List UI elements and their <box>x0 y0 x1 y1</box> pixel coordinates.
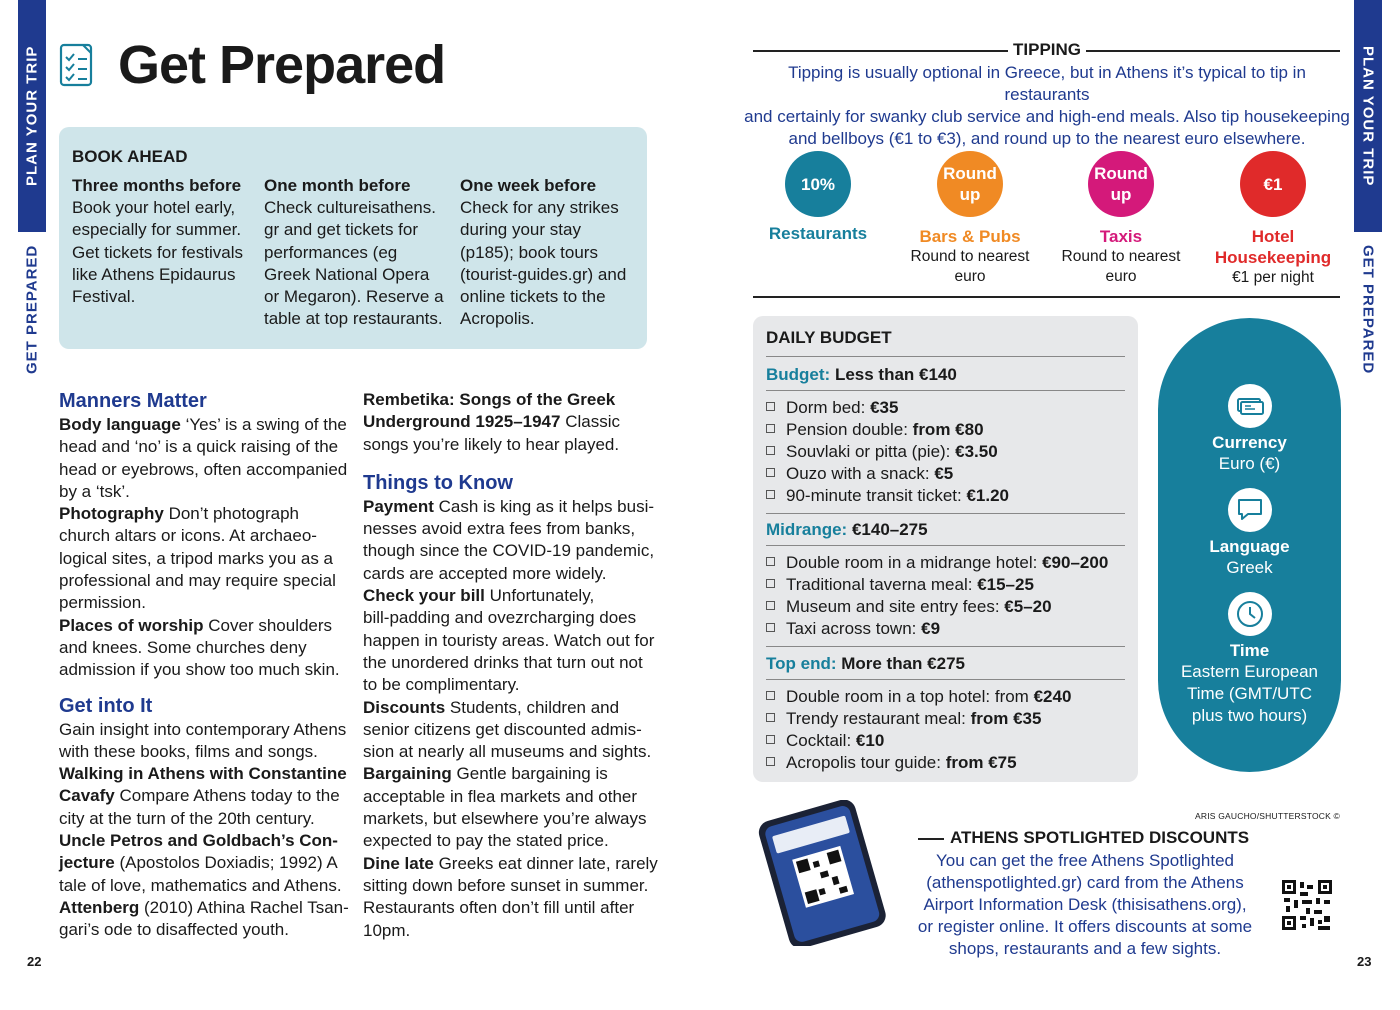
intro-line: Gain insight into contemporary Athens <box>59 719 347 739</box>
entry-text: markets, but elsewhere you’re always <box>363 809 647 829</box>
budget-item-value: €15–25 <box>977 575 1034 594</box>
budget-item-value: €90–200 <box>1042 553 1109 572</box>
entry-text: Restaurants often don’t fill until after <box>363 898 635 918</box>
tip-sub: €1 per night <box>1232 269 1314 286</box>
banknotes-icon <box>1228 384 1272 428</box>
entry-term: Discounts <box>363 697 446 717</box>
left-column-1 <box>59 388 349 942</box>
book-ahead-line: online tickets to the <box>460 287 606 307</box>
entry-term: Places of worship <box>59 615 204 635</box>
budget-item <box>766 752 1125 774</box>
checkbox-icon <box>766 735 775 744</box>
text-entry <box>363 389 653 456</box>
discounts-line: (athenspotlighted.gr) card from the Athens <box>926 873 1244 892</box>
text-entry <box>59 897 349 942</box>
checkbox-icon <box>766 713 775 722</box>
side-tab-label: PLAN YOUR TRIP <box>1359 45 1377 187</box>
fact-value: plus two hours) <box>1191 706 1308 725</box>
book-ahead-line: Get tickets for festivals <box>72 242 243 262</box>
checkbox-icon <box>766 757 775 766</box>
tipping-rule-left <box>753 50 1008 52</box>
entry-text: sitting down before sunset in summer. <box>363 875 649 895</box>
budget-item-value: €1.20 <box>966 486 1010 505</box>
book-ahead-line: performances (eg <box>264 242 398 262</box>
entry-term: Body language <box>59 415 181 434</box>
entry-text: though since the COVID-19 pandemic, <box>363 541 655 561</box>
text-entry <box>59 763 349 830</box>
tier-name: Budget: <box>766 365 831 384</box>
book-ahead-line: table at top restaurants. <box>264 309 443 329</box>
entry-text: professional and may require special <box>59 571 336 591</box>
tipping-line: and certainly for swanky club service and high-end meals. Also tip housekeeping <box>744 107 1350 126</box>
checkbox-icon <box>766 468 775 477</box>
entry-text: Compare Athens today to the <box>114 786 340 806</box>
entry-text: Don’t photograph <box>163 504 299 524</box>
get-into-it-heading: Get into It <box>59 694 153 717</box>
tip-item-text <box>1041 226 1201 287</box>
text-entry <box>59 615 349 682</box>
tipping-bottom-rule <box>753 296 1340 298</box>
tip-item-text <box>890 226 1050 287</box>
book-ahead-line: Greek National Opera <box>264 264 430 284</box>
book-ahead-column-title: One month before <box>264 176 411 195</box>
intro-line: with these books, films and songs. <box>59 741 318 761</box>
book-ahead-column <box>264 175 454 330</box>
budget-item-label: Museum and site entry fees: <box>786 597 1005 616</box>
budget-item <box>766 730 1125 752</box>
fact-item <box>1158 592 1341 727</box>
tipping-line: and bellboys (€1 to €3), and round up to the nearest euro elsewhere. <box>788 129 1306 148</box>
side-tab-label: PLAN YOUR TRIP <box>23 45 41 187</box>
entry-text: 10pm. <box>363 920 411 940</box>
tip-sub: Round to nearest <box>1061 248 1181 265</box>
tipping-line: Tipping is usually optional in Greece, but in Athens it’s typical to tip in restaurants <box>788 63 1306 104</box>
budget-item-label: Traditional taverna meal: <box>786 575 978 594</box>
budget-item <box>766 686 1125 708</box>
tip-circle <box>1088 151 1154 217</box>
discounts-line: shops, restaurants and a few sights. <box>948 939 1222 958</box>
entry-text: Gentle bargaining is <box>451 764 608 784</box>
checkbox-icon <box>766 446 775 455</box>
budget-item-value: €5–20 <box>1004 597 1052 616</box>
entry-term: Dine late <box>363 853 434 873</box>
budget-item <box>766 463 1125 485</box>
clock-icon <box>1228 592 1272 636</box>
budget-item-label: Taxi across town: <box>786 619 922 638</box>
discounts-line: Airport Information Desk (thisisathens.org), <box>923 895 1247 914</box>
entry-text: and knees. Some churches deny <box>59 637 307 657</box>
book-ahead-line: gr and get tickets for <box>264 220 419 240</box>
budget-item-value: €5 <box>934 464 954 483</box>
page-number-left: 22 <box>27 954 42 969</box>
budget-item <box>766 708 1125 730</box>
entry-title: Cavafy <box>59 786 115 806</box>
text-entry <box>363 496 653 585</box>
book-ahead-column <box>460 175 650 330</box>
tip-label: Hotel <box>1251 227 1295 246</box>
tier-name: Midrange: <box>766 520 848 539</box>
entry-text: Cash is king as it helps busi- <box>433 496 655 516</box>
entry-text: Greeks eat dinner late, rarely <box>433 853 658 873</box>
fact-item <box>1158 488 1341 579</box>
entry-text: sion at nearly all museums and sights. <box>363 742 652 762</box>
entry-text: to be complimentary. <box>363 675 520 695</box>
side-tab-plan-right <box>1354 0 1382 232</box>
budget-tier <box>766 653 1125 774</box>
side-tab-section-left: GET PREPARED <box>23 244 41 375</box>
tipping-heading: TIPPING <box>1013 40 1082 59</box>
tier-name: Top end: <box>766 654 837 673</box>
book-ahead-line: Check cultureisathens. <box>264 198 436 218</box>
fact-item <box>1158 384 1341 475</box>
daily-budget-box <box>753 316 1138 782</box>
budget-item <box>766 397 1125 419</box>
tip-item-text <box>1193 226 1353 288</box>
book-ahead-line: or Megaron). Reserve a <box>264 287 444 307</box>
budget-item <box>766 596 1125 618</box>
tip-item-text <box>738 223 898 244</box>
daily-budget-heading: DAILY BUDGET <box>766 328 892 347</box>
book-ahead-line: Festival. <box>72 287 136 307</box>
discounts-heading: ATHENS SPOTLIGHTED DISCOUNTS <box>950 828 1250 847</box>
budget-item-label: Dorm bed: <box>786 398 871 417</box>
tip-circle <box>937 151 1003 217</box>
book-ahead-column-title: Three months before <box>72 176 242 195</box>
entry-text: (Apostolos Doxiadis; 1992) A <box>114 853 338 873</box>
fact-value: Time (GMT/UTC <box>1187 684 1312 703</box>
entry-text: Students, children and <box>445 697 620 717</box>
tipping-text <box>744 62 1350 150</box>
budget-item <box>766 485 1125 507</box>
page-number-right: 23 <box>1357 954 1372 969</box>
tier-rule <box>766 646 1125 647</box>
budget-item-label: Pension double: <box>786 420 913 439</box>
entry-text: the unordered drinks that turn out not <box>363 652 643 672</box>
photo-credit: ARIS GAUCHO/SHUTTERSTOCK © <box>1195 811 1340 821</box>
book-ahead-line: Acropolis. <box>460 309 535 329</box>
entry-term: Bargaining <box>363 764 452 784</box>
fact-value: Euro (€) <box>1218 454 1281 473</box>
budget-item-value: €3.50 <box>955 442 998 461</box>
book-ahead-line: during your stay <box>460 220 581 240</box>
entry-text: ‘Yes’ is a swing of the <box>180 415 347 434</box>
discounts-text <box>910 850 1260 960</box>
book-ahead-line: (tourist-guides.gr) and <box>460 264 627 284</box>
checkbox-icon <box>766 424 775 433</box>
things-to-know-heading: Things to Know <box>363 471 513 494</box>
tip-circle-text: 10% <box>800 174 836 194</box>
budget-item-value: €35 <box>870 398 899 417</box>
entry-text: bill-padding and ovezrcharging does <box>363 608 637 628</box>
checkbox-icon <box>766 402 775 411</box>
budget-item-label: 90-minute transit ticket: <box>786 486 967 505</box>
checkbox-icon <box>766 623 775 632</box>
tip-sub: euro <box>954 268 986 285</box>
tip-label: Housekeeping <box>1214 248 1332 267</box>
book-ahead-column-title: One week before <box>460 176 597 195</box>
checkbox-icon <box>766 601 775 610</box>
entry-text: happen in touristy areas. Watch out for <box>363 630 655 650</box>
entry-title: Walking in Athens with Constantine <box>59 764 347 784</box>
entry-text: acceptable in flea markets and other <box>363 786 638 806</box>
budget-tier <box>766 519 1125 647</box>
entry-text: tale of love, mathematics and Athens. <box>59 875 342 895</box>
tip-circle <box>1240 151 1306 217</box>
text-entry <box>59 830 349 897</box>
budget-item <box>766 441 1125 463</box>
tip-circle-text: up <box>1110 185 1132 204</box>
checkbox-icon <box>766 490 775 499</box>
text-entry <box>363 853 658 942</box>
entry-text: head and ‘no’ is a quick raising of the <box>59 437 339 457</box>
phone-image <box>742 800 902 946</box>
budget-tier <box>766 364 1125 514</box>
entry-text: by a ‘tsk’. <box>59 481 130 501</box>
entry-term: Photography <box>59 504 164 524</box>
fact-label: Currency <box>1212 433 1287 452</box>
tier-rule <box>766 513 1125 514</box>
book-ahead-line: like Athens Epidaurus <box>72 264 236 284</box>
entry-text: Classic <box>560 412 620 432</box>
budget-item-value: from €35 <box>970 709 1042 728</box>
entry-text: Cover shoulders <box>203 615 333 635</box>
checkbox-icon <box>766 579 775 588</box>
budget-rule <box>766 356 1125 357</box>
tier-range: €140–275 <box>847 520 928 539</box>
tip-circle-text: up <box>959 185 981 204</box>
left-column-2 <box>363 389 658 942</box>
tier-range: Less than €140 <box>830 365 957 384</box>
budget-item-label: Cocktail: <box>786 731 856 750</box>
tip-label: Taxis <box>1099 227 1143 246</box>
budget-item-value: €240 <box>1033 687 1072 706</box>
discounts-line: or register online. It offers discounts at some <box>917 917 1253 936</box>
entry-text: city at the turn of the 20th century. <box>59 808 315 828</box>
tier-range: More than €275 <box>836 654 965 673</box>
speech-bubble-icon <box>1228 488 1272 532</box>
book-ahead-line: (p185); book tours <box>460 242 598 262</box>
entry-title: Uncle Petros and Goldbach’s Con- <box>59 831 338 851</box>
entry-text: admission if you show too much skin. <box>59 660 340 680</box>
side-tab-plan-left <box>18 0 46 232</box>
book-ahead-column <box>72 175 262 308</box>
checklist-icon <box>59 43 99 89</box>
budget-item-label: Double room in a top hotel: from <box>786 687 1034 706</box>
text-entry <box>363 697 653 764</box>
tip-circle-text: Round <box>1094 164 1148 183</box>
tier-rule <box>766 545 1125 546</box>
budget-item-label: Souvlaki or pitta (pie): <box>786 442 956 461</box>
fact-label: Time <box>1229 641 1270 660</box>
budget-item <box>766 552 1125 574</box>
book-ahead-line: especially for summer. <box>72 220 242 240</box>
tipping-rule-right <box>1086 50 1340 52</box>
budget-item <box>766 618 1125 640</box>
budget-item-label: Double room in a midrange hotel: <box>786 553 1043 572</box>
entry-text: Unfortunately, <box>484 586 595 606</box>
budget-item-value: from €75 <box>945 753 1017 772</box>
tip-circle-text: Round <box>943 164 997 183</box>
manners-heading: Manners Matter <box>59 390 207 412</box>
entry-text: gari’s ode to disaffected youth. <box>59 920 289 940</box>
tip-circle <box>785 151 851 217</box>
book-ahead-line: Book your hotel early, <box>72 198 236 218</box>
tip-sub: euro <box>1105 268 1137 285</box>
entry-text: senior citizens get discounted admis- <box>363 719 642 739</box>
tip-circle-text: €1 <box>1263 174 1283 194</box>
budget-item <box>766 574 1125 596</box>
checkbox-icon <box>766 691 775 700</box>
book-ahead-box <box>59 127 647 349</box>
entry-term: Check your bill <box>363 586 485 606</box>
budget-item-label: Acropolis tour guide: <box>786 753 946 772</box>
checkbox-icon <box>766 557 775 566</box>
tip-label: Restaurants <box>768 224 868 243</box>
text-entry <box>59 503 349 614</box>
tier-rule <box>766 390 1125 391</box>
entry-title: Attenberg <box>59 897 140 917</box>
page-title: Get Prepared <box>118 35 446 95</box>
entry-text: (2010) Athina Rachel Tsan- <box>139 897 349 917</box>
entry-text: expected to pay the stated price. <box>363 831 609 851</box>
text-entry <box>363 763 653 852</box>
entry-text: church altars or icons. At archaeo- <box>59 526 317 546</box>
discounts-line: You can get the free Athens Spotlighted <box>935 851 1235 870</box>
tip-sub: Round to nearest <box>910 248 1030 265</box>
entry-text: songs you’re likely to hear played. <box>363 434 620 454</box>
entry-text: head or eyebrows, often accompanied <box>59 459 348 479</box>
fact-value: Eastern European <box>1180 662 1319 681</box>
text-entry <box>59 414 349 503</box>
budget-item <box>766 419 1125 441</box>
budget-item-value: €9 <box>921 619 941 638</box>
entry-text: permission. <box>59 593 146 613</box>
discounts-rule <box>918 838 944 840</box>
budget-item-value: from €80 <box>912 420 984 439</box>
fact-value: Greek <box>1226 558 1273 577</box>
entry-title: Rembetika: Songs of the Greek <box>363 390 616 409</box>
qr-code[interactable] <box>1282 880 1332 930</box>
entry-text: logical sites, a tripod marks you as a <box>59 548 334 568</box>
fact-label: Language <box>1209 537 1290 556</box>
entry-term: Payment <box>363 496 434 516</box>
budget-item-value: €10 <box>855 731 885 750</box>
tier-rule <box>766 679 1125 680</box>
book-ahead-line: Check for any strikes <box>460 198 619 218</box>
entry-text: nesses avoid extra fees from banks, <box>363 519 636 539</box>
tip-label: Bars & Pubs <box>919 227 1021 246</box>
side-tab-section-right: GET PREPARED <box>1359 244 1377 375</box>
budget-item-label: Ouzo with a snack: <box>786 464 935 483</box>
book-ahead-heading: BOOK AHEAD <box>72 147 188 166</box>
budget-item-label: Trendy restaurant meal: <box>786 709 971 728</box>
entry-title: jecture <box>59 853 115 873</box>
entry-text: cards are accepted more widely. <box>363 563 607 583</box>
entry-title: Underground 1925–1947 <box>363 412 561 432</box>
get-into-it-intro <box>59 719 349 764</box>
text-entry <box>363 585 653 696</box>
